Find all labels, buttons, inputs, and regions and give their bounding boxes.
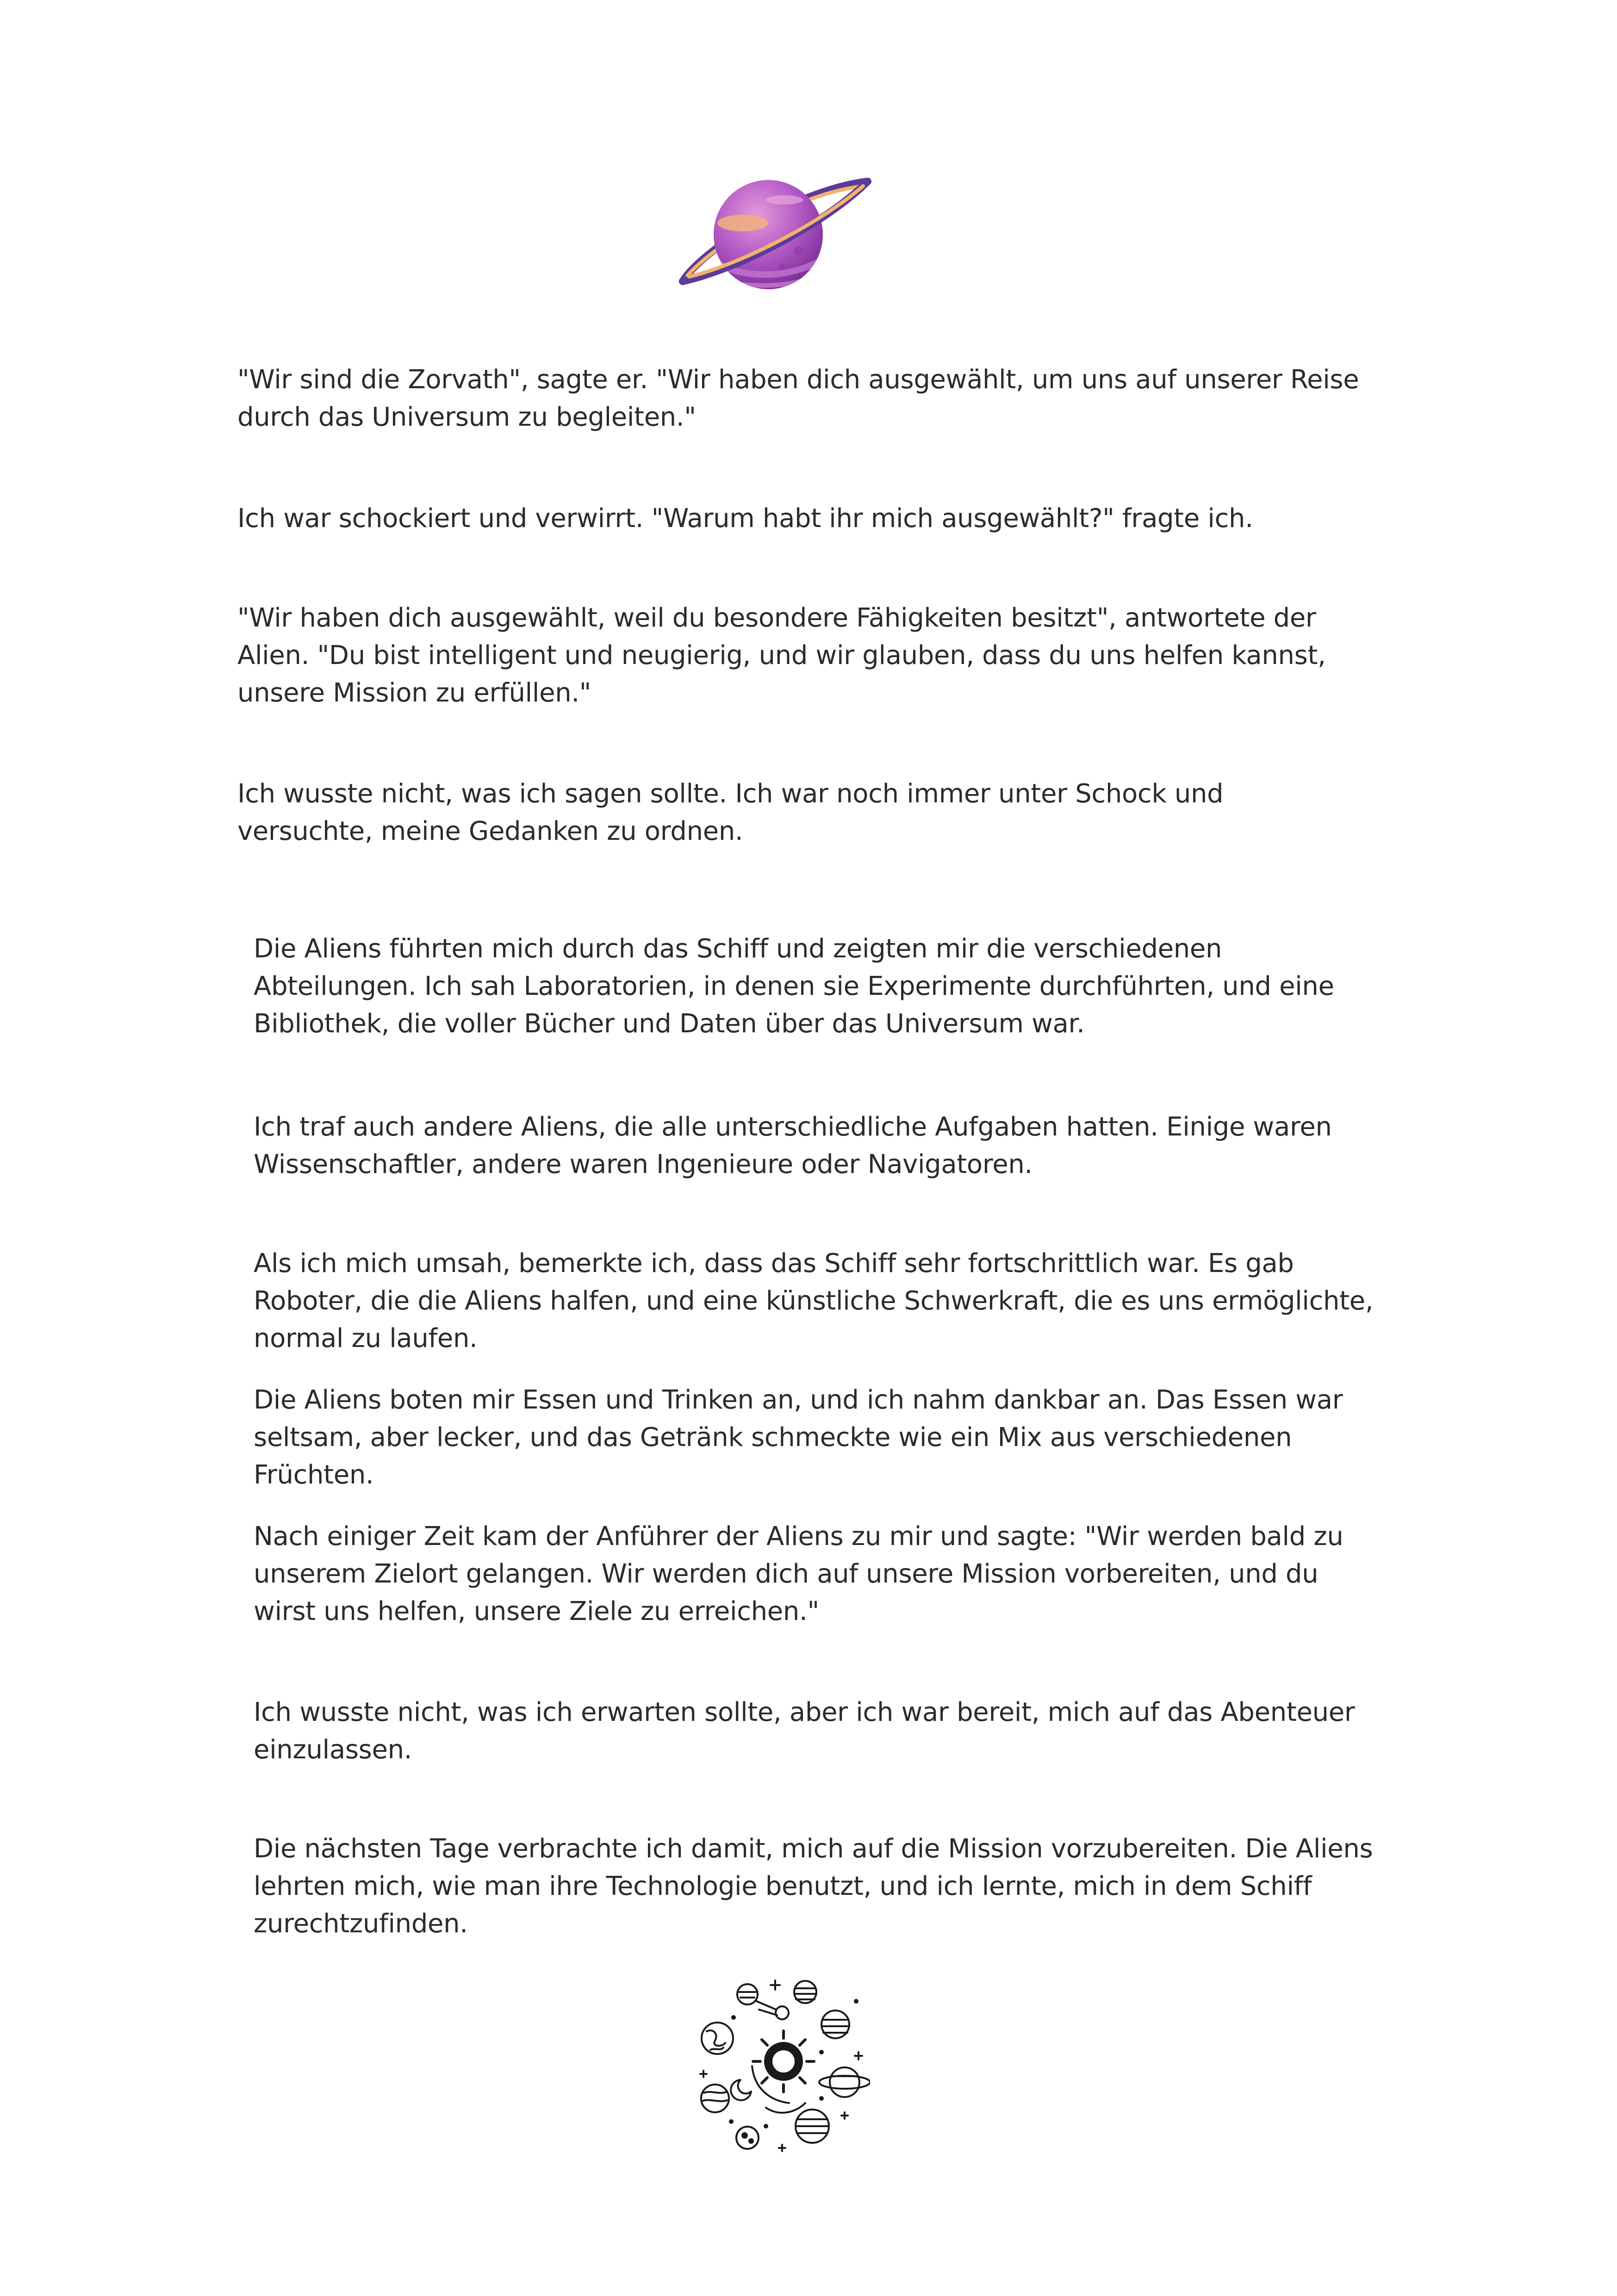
paragraph-6: Ich traf auch andere Aliens, die alle unterschiedliche Aufgaben hatten. Einige waren Wissenschaftler, andere waren Ingenieure oder Navigatoren.	[254, 1112, 1332, 1179]
paragraph-10: Ich wusste nicht, was ich erwarten sollte, aber ich war bereit, mich auf das Abenteuer einzulassen.	[254, 1697, 1355, 1765]
planet-icon	[673, 172, 877, 297]
paragraph-5: Die Aliens führten mich durch das Schiff und zeigten mir die verschiedenen Abteilungen. Ich sah Laboratorien, in denen sie Experimente durchführten, und eine Bibliothek, die voller Bücher und Daten über das Universum war.	[254, 934, 1334, 1039]
paragraph-9: Nach einiger Zeit kam der Anführer der Aliens zu mir und sagte: "Wir werden bald zu unserem Zielort gelangen. Wir werden dich auf unsere Mission vorbereiten, und du wirst uns helfen, unsere Ziele zu erreichen."	[254, 1521, 1343, 1626]
paragraph-4: Ich wusste nicht, was ich sagen sollte. Ich war noch immer unter Schock und versuchte, meine Gedanken zu ordnen.	[237, 779, 1224, 846]
solar-system-icon	[697, 1973, 870, 2154]
paragraph-11: Die nächsten Tage verbrachte ich damit, mich auf die Mission vorzubereiten. Die Aliens lehrten mich, wie man ihre Technologie benutzt, und ich lernte, mich in dem Schiff zurechtzufinden.	[254, 1834, 1373, 1939]
paragraph-3: "Wir haben dich ausgewählt, weil du besondere Fähigkeiten besitzt", antwortete der Alien. "Du bist intelligent und neugierig, und wir glauben, dass du uns helfen kannst, unsere Mission zu erfüllen."	[237, 603, 1326, 708]
paragraph-8: Die Aliens boten mir Essen und Trinken an, und ich nahm dankbar an. Das Essen war seltsam, aber lecker, und das Getränk schmeckte wie ein Mix aus verschiedenen Früchten.	[254, 1385, 1343, 1490]
paragraph-1: "Wir sind die Zorvath", sagte er. "Wir haben dich ausgewählt, um uns auf unserer Reise durch das Universum zu begleiten."	[237, 365, 1359, 432]
paragraph-2: Ich war schockiert und verwirrt. "Warum habt ihr mich ausgewählt?" fragte ich.	[237, 503, 1253, 534]
paragraph-7: Als ich mich umsah, bemerkte ich, dass das Schiff sehr fortschrittlich war. Es gab Roboter, die die Aliens halfen, und eine künstliche Schwerkraft, die es uns ermöglichte, normal zu laufen.	[254, 1248, 1374, 1353]
